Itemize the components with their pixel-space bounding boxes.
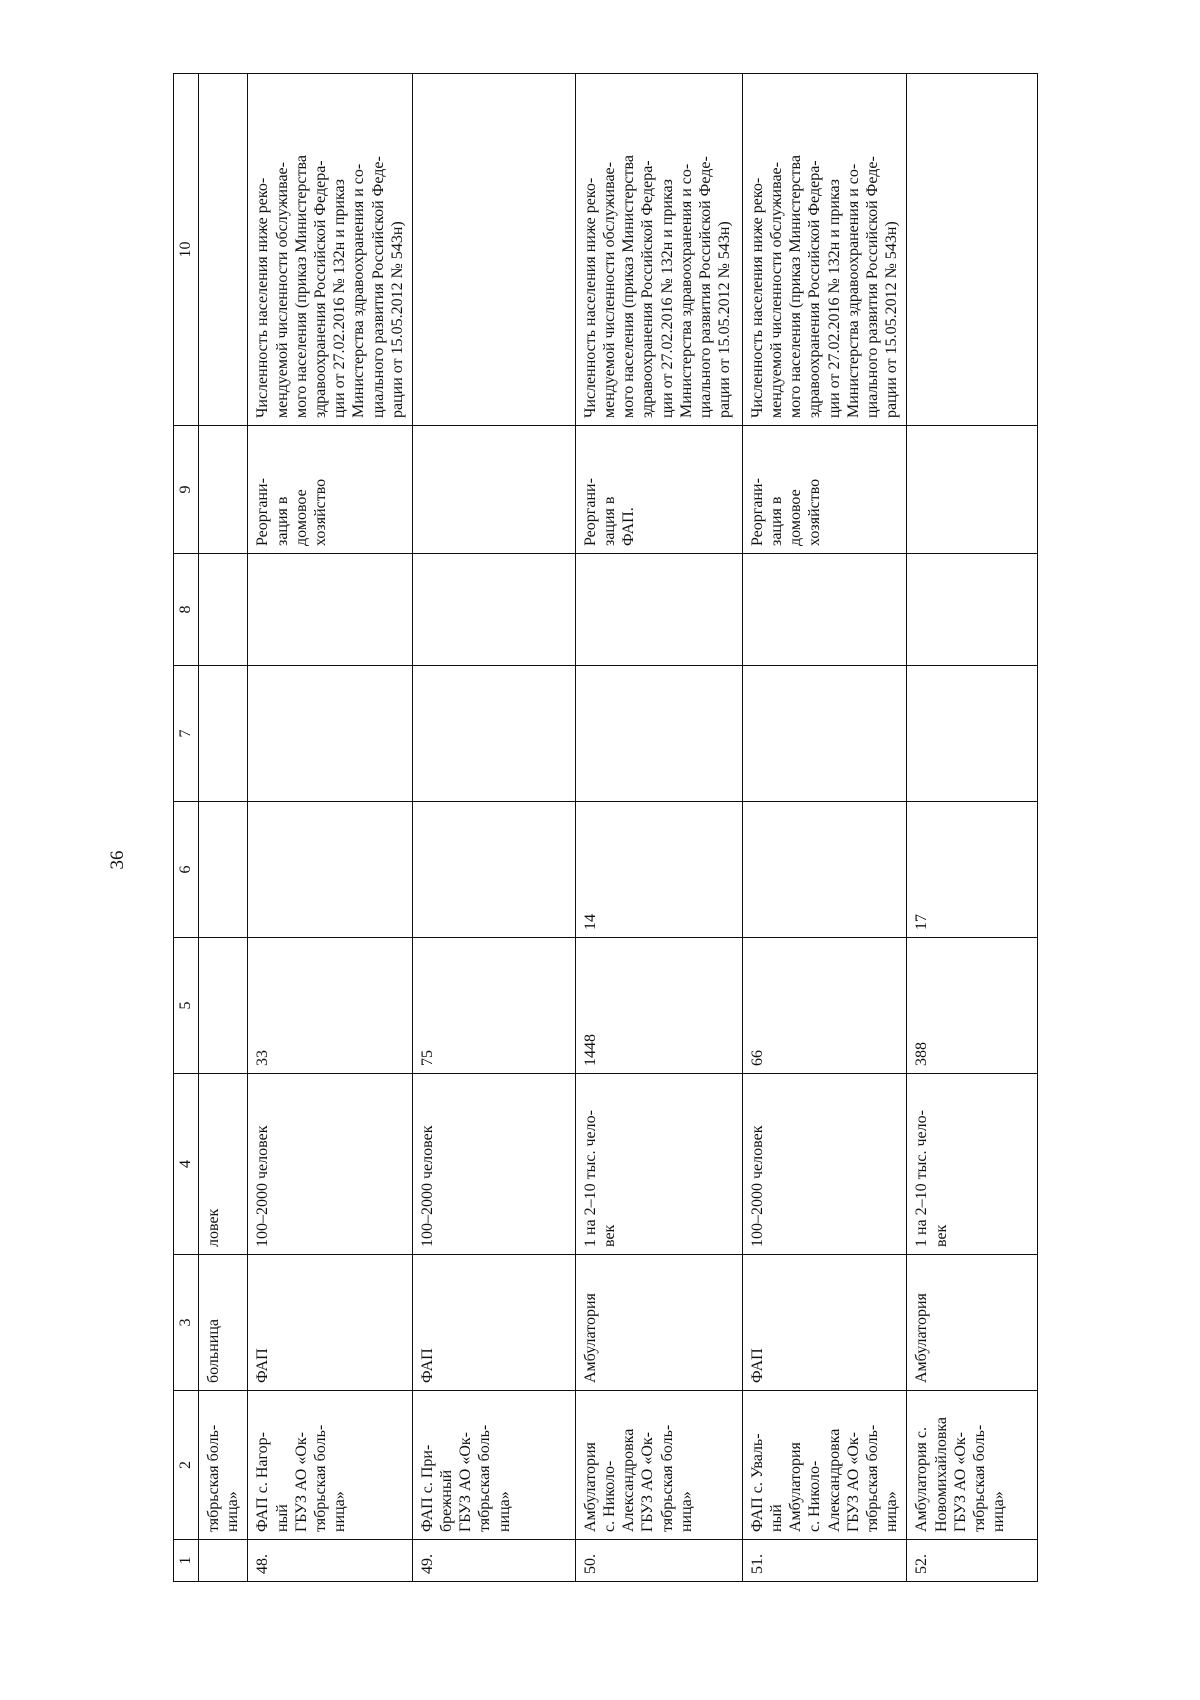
col-7-value-cell: [575, 666, 742, 802]
planned-action-cell: [907, 426, 1038, 554]
col-7-value-cell: [199, 666, 248, 802]
facility-name: тябрьская боль- ница»: [205, 1424, 242, 1532]
justification-cell: [907, 74, 1038, 426]
justification-cell: [199, 74, 248, 426]
population-served: 1448: [581, 1034, 599, 1066]
facility-name-cell: [199, 1391, 248, 1540]
population-norm: 100–2000 человек: [748, 1125, 766, 1247]
column-header: 5: [174, 938, 199, 1074]
column-header: 8: [174, 554, 199, 666]
column-header: 4: [174, 1074, 199, 1255]
facility-type-cell: [742, 1255, 907, 1391]
staff-count-cell: [199, 802, 248, 938]
population-served-cell: [412, 938, 575, 1074]
row-number-cell: [575, 1540, 742, 1582]
col-7-value-cell: [248, 666, 413, 802]
facility-type: больница: [205, 1319, 222, 1383]
facility-type: ФАП: [254, 1348, 272, 1383]
planned-action: Реоргани- зация в ФАП.: [581, 478, 638, 546]
col-8-value-cell: [412, 554, 575, 666]
justification: Численность населения ниже реко- мендуемой численности обслуживае- мого населения (приказ Министерства здравоохранения Российской Федера- ции от 27.02.2016 № 132н и приказ Министерства здравоохранения и со- циального развития Российской Феде- рации от 15.05.2012 № 543н): [254, 155, 406, 418]
population-served-cell: [248, 938, 413, 1074]
column-header: 2: [174, 1391, 199, 1540]
table-body: [199, 74, 1038, 1582]
facility-type: ФАП: [418, 1348, 436, 1383]
population-norm: 1 на 2–10 тыс. чело- век: [581, 1110, 619, 1247]
facility-type-cell: [199, 1255, 248, 1391]
facility-name-cell: [742, 1391, 907, 1540]
row-number: 49.: [418, 1554, 436, 1574]
row-number: 48.: [254, 1554, 272, 1574]
staff-count-cell: [248, 802, 413, 938]
population-norm-cell: [742, 1074, 907, 1255]
staff-count-cell: [412, 802, 575, 938]
justification: Численность населения ниже реко- мендуемой численности обслуживае- мого населения (приказ Министерства здравоохранения Российской Федера- ции от 27.02.2016 № 132н и приказ Министерства здравоохранения и со- циального развития Российской Феде- рации от 15.05.2012 № 543н): [748, 155, 901, 418]
population-served: 75: [418, 1050, 436, 1066]
population-served-cell: [742, 938, 907, 1074]
col-7-value-cell: [412, 666, 575, 802]
justification-cell: [248, 74, 413, 426]
planned-action-cell: [199, 426, 248, 554]
continuation-row: [199, 74, 248, 1582]
table-row: [575, 74, 742, 1582]
staff-count: 14: [581, 914, 599, 930]
planned-action-cell: [248, 426, 413, 554]
staff-count: 17: [913, 914, 931, 930]
col-8-value-cell: [199, 554, 248, 666]
row-number: 50.: [581, 1554, 599, 1574]
facility-name-cell: [412, 1391, 575, 1540]
facility-name-cell: [907, 1391, 1038, 1540]
facility-type: ФАП: [748, 1348, 766, 1383]
row-number-cell: [248, 1540, 413, 1582]
planned-action-cell: [742, 426, 907, 554]
population-norm-cell: [907, 1074, 1038, 1255]
facility-type-cell: [907, 1255, 1038, 1391]
row-number-cell: [907, 1540, 1038, 1582]
justification-cell: [575, 74, 742, 426]
col-8-value-cell: [742, 554, 907, 666]
population-served-cell: [575, 938, 742, 1074]
facility-name: ФАП с. Уваль- ный Амбулатория с. Николо- Александровка ГБУЗ АО «Ок- тябрьская боль- ница»: [748, 1424, 901, 1532]
column-header: 10: [174, 74, 199, 426]
column-header: 1: [174, 1540, 199, 1582]
population-served: 66: [748, 1050, 766, 1066]
justification-cell: [412, 74, 575, 426]
facility-name: Амбулатория с. Николо- Александровка ГБУЗ АО «Ок- тябрьская боль- ница»: [581, 1424, 695, 1532]
rotated-table-wrapper: [173, 74, 1008, 1582]
facility-name-cell: [575, 1391, 742, 1540]
column-header: 9: [174, 426, 199, 554]
row-number: 52.: [913, 1554, 931, 1574]
staff-count-cell: [742, 802, 907, 938]
population-norm: 1 на 2–10 тыс. чело- век: [913, 1110, 950, 1247]
justification: Численность населения ниже реко- мендуемой численности обслуживае- мого населения (приказ Министерства здравоохранения Российской Федера- ции от 27.02.2016 № 132н и приказ Министерства здравоохранения и со- циального развития Российской Феде- рации от 15.05.2012 № 543н): [581, 155, 734, 418]
row-number-cell: [199, 1540, 248, 1582]
col-8-value-cell: [248, 554, 413, 666]
population-served: 33: [254, 1050, 272, 1066]
planned-action-cell: [412, 426, 575, 554]
table-row: [907, 74, 1038, 1582]
planned-action-cell: [575, 426, 742, 554]
col-8-value-cell: [907, 554, 1038, 666]
column-header: 6: [174, 802, 199, 938]
row-number-cell: [742, 1540, 907, 1582]
col-7-value-cell: [907, 666, 1038, 802]
population-norm-cell: [199, 1074, 248, 1255]
population-norm-cell: [575, 1074, 742, 1255]
planned-action: Реоргани- зация в домовое хозяйство: [748, 478, 824, 546]
facility-type: Амбулатория: [913, 1293, 931, 1383]
population-norm: ловек: [205, 1208, 222, 1247]
population-norm: 100–2000 человек: [254, 1125, 272, 1247]
facility-type-cell: [248, 1255, 413, 1391]
facility-name: ФАП с. Нагор- ный ГБУЗ АО «Ок- тябрьская боль- ница»: [254, 1424, 349, 1532]
facility-type-cell: [412, 1255, 575, 1391]
population-served-cell: [907, 938, 1038, 1074]
planned-action: Реоргани- зация в домовое хозяйство: [254, 478, 329, 546]
col-8-value-cell: [575, 554, 742, 666]
table-row: [412, 74, 575, 1582]
column-header: 7: [174, 666, 199, 802]
header-row: [174, 74, 199, 1582]
population-norm-cell: [248, 1074, 413, 1255]
col-7-value-cell: [742, 666, 907, 802]
facility-table: [173, 73, 1038, 1582]
facility-type-cell: [575, 1255, 742, 1391]
row-number-cell: [412, 1540, 575, 1582]
population-served: 388: [913, 1042, 931, 1066]
justification-cell: [742, 74, 907, 426]
population-norm: 100–2000 человек: [418, 1125, 436, 1247]
population-served-cell: [199, 938, 248, 1074]
row-number: 51.: [748, 1554, 766, 1574]
staff-count-cell: [575, 802, 742, 938]
table-row: [742, 74, 907, 1582]
facility-name-cell: [248, 1391, 413, 1540]
population-norm-cell: [412, 1074, 575, 1255]
page-number: 36: [107, 850, 128, 870]
facility-name: ФАП с. При- брежный ГБУЗ АО «Ок- тябрьская боль- ница»: [418, 1424, 513, 1532]
facility-type: Амбулатория: [581, 1293, 599, 1383]
staff-count-cell: [907, 802, 1038, 938]
facility-name: Амбулатория с. Новомихайловка ГБУЗ АО «Ок- тябрьская боль- ница»: [913, 1416, 1008, 1532]
table-row: [248, 74, 413, 1582]
column-header: 3: [174, 1255, 199, 1391]
